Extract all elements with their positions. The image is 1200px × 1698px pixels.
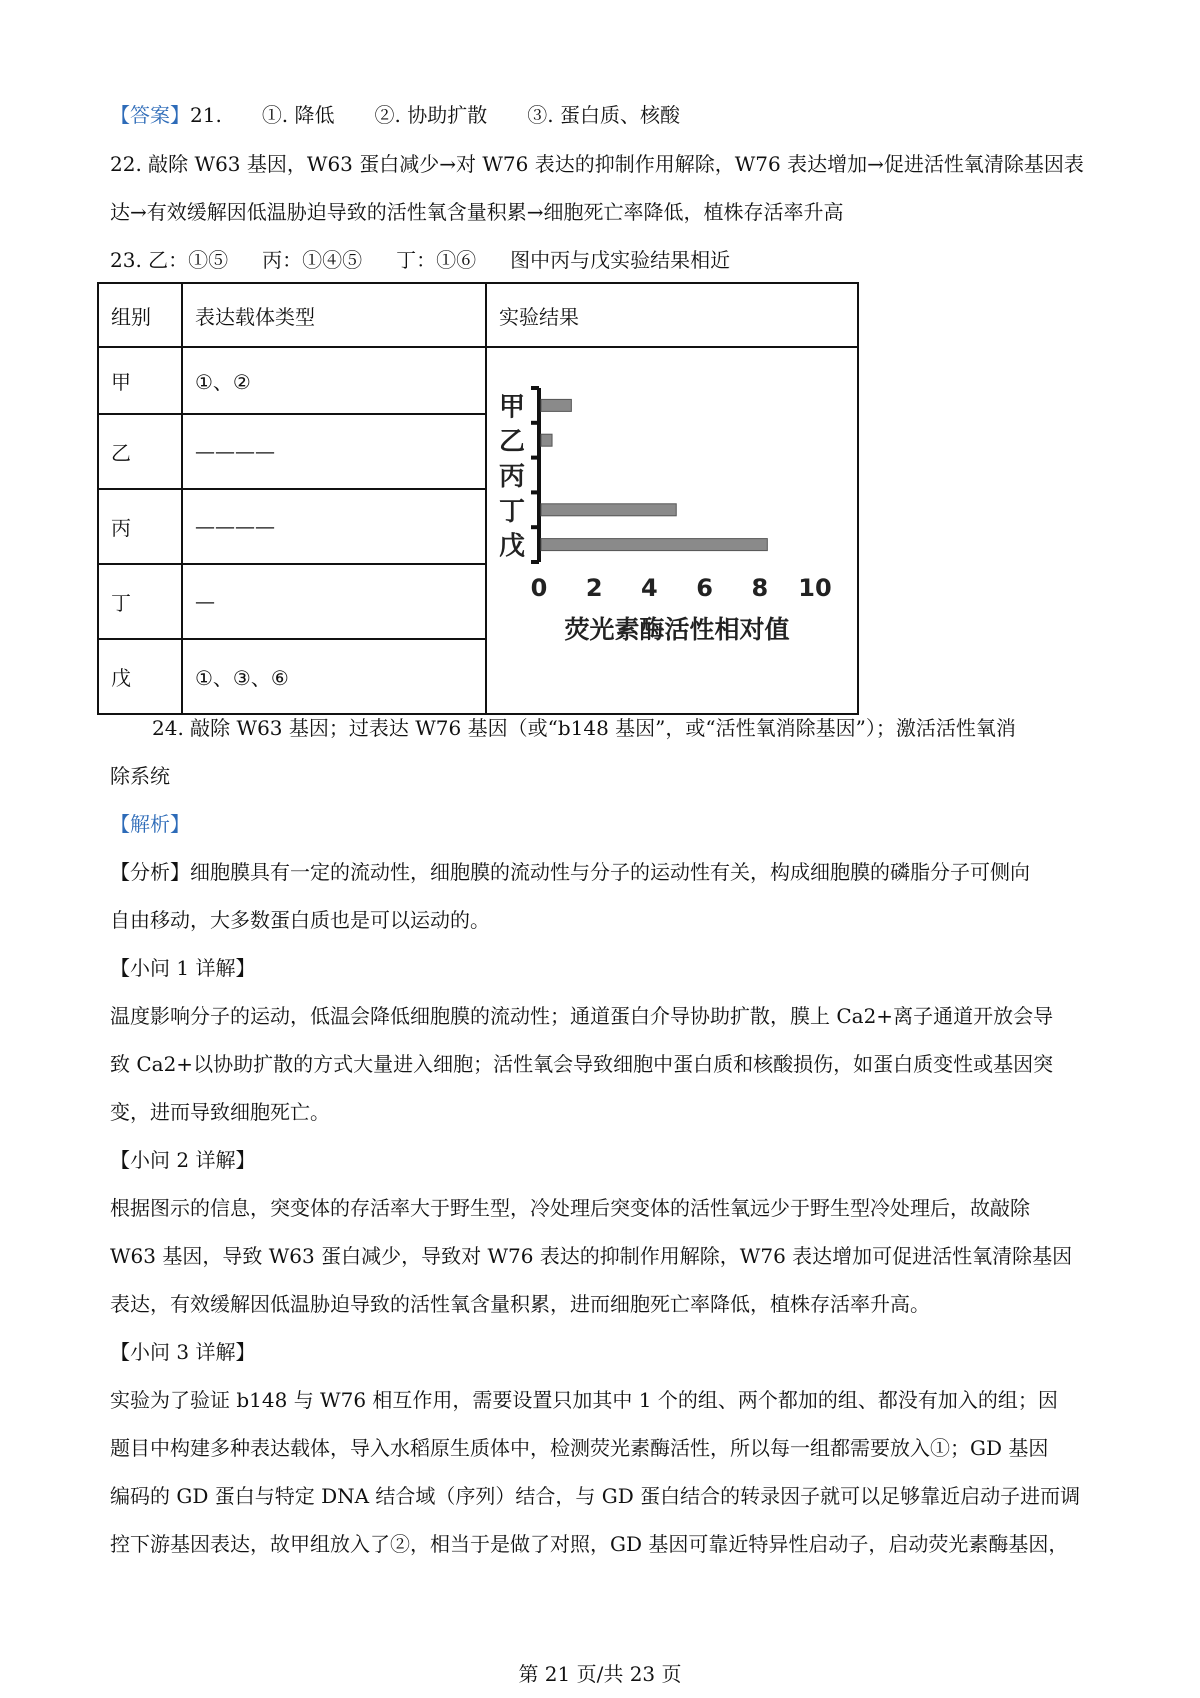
chart-category-label: 丙 [498,462,525,492]
q24-line-1: 24. 敲除 W63 基因；过表达 W76 基因（或“b148 基因”，或“活性氧消除基因”）；激活活性氧消 [152,716,1016,740]
cell-group: 甲 [98,347,182,414]
cell-group: 戊 [98,639,182,714]
section-3-line-2: 题目中构建多种表达载体，导入水稻原生质体中，检测荧光素酶活性，所以每一组都需要放入①；GD 基因 [110,1436,1049,1460]
chart-category-label: 丁 [498,496,525,527]
q23-line [110,248,730,272]
cell-vector: — [182,564,486,639]
chart-category-label: 甲 [498,392,525,423]
chart-x-tick-label: 8 [751,574,769,602]
section-2-line-2: W63 基因，导致 W63 蛋白减少，导致对 W76 表达的抑制作用解除，W76 表达增加可促进活性氧清除基因 [110,1244,1073,1268]
chart-x-tick-label: 0 [530,574,548,602]
luciferase-bar-chart [487,348,845,708]
chart-cell [486,347,858,714]
page-footer: 第 21 页/共 23 页 [518,1662,682,1686]
cell-vector: ①、② [182,347,486,414]
fenxi-line-2: 自由移动，大多数蛋白质也是可以运动的。 [110,908,490,932]
table-header-row [98,283,858,347]
chart-x-tick-label: 4 [641,574,658,602]
answer-line-21 [110,103,680,127]
chart-bar-5 [541,539,767,551]
answer-tag: 【答案】 [110,103,190,127]
section-1-line-3: 变，进而导致细胞死亡。 [110,1100,330,1124]
q23-yi: 乙：①⑤ [148,248,229,272]
cell-group: 乙 [98,414,182,489]
header-group: 组别 [98,283,182,347]
cell-group: 丁 [98,564,182,639]
chart-x-axis-label: 荧光素酶活性相对值 [564,615,790,644]
chart-x-tick-label: 10 [798,574,832,602]
analysis-tag: 【解析】 [110,812,190,836]
chart-bar-2 [541,434,552,446]
section-1-line-1: 温度影响分子的运动，低温会降低细胞膜的流动性；通道蛋白介导协助扩散，膜上 Ca2+离子通道开放会导 [110,1004,1054,1028]
fenxi-tag: 【分析】 [110,860,190,884]
q21-answer-1: ①. 降低 [261,103,335,127]
q22-line-2: 达→有效缓解因低温胁迫导致的活性氧含量积累→细胞死亡率降低，植株存活率升高 [110,200,844,224]
q23-bing: 丙：①④⑤ [262,248,363,272]
section-3-line-3: 编码的 GD 蛋白与特定 DNA 结合域（序列）结合，与 GD 蛋白结合的转录因子就可以足够靠近启动子进而调 [110,1484,1081,1508]
section-3-line-4: 控下游基因表达，故甲组放入了②，相当于是做了对照，GD 基因可靠近特异性启动子，启动荧光素酶基因， [110,1532,1069,1556]
results-table [97,282,859,715]
analysis-heading [110,812,190,836]
q21-answer-3: ③. 蛋白质、核酸 [527,103,680,127]
section-1-line-2: 致 Ca2+以协助扩散的方式大量进入细胞；活性氧会导致细胞中蛋白质和核酸损伤，如蛋白质变性或基因突 [110,1052,1054,1076]
cell-group: 丙 [98,489,182,564]
section-3-line-1: 实验为了验证 b148 与 W76 相互作用，需要设置只加其中 1 个的组、两个都加的组、都没有加入的组；因 [110,1388,1058,1412]
q21-number: 21. [190,103,222,127]
fenxi-text-1: 细胞膜具有一定的流动性，细胞膜的流动性与分子的运动性有关，构成细胞膜的磷脂分子可侧向 [190,860,1030,884]
q21-answer-2: ②. 协助扩散 [374,103,488,127]
q23-number: 23. [110,248,142,272]
chart-category-label: 乙 [498,427,525,458]
header-result [486,283,858,347]
section-1-title: 【小问 1 详解】 [110,956,256,980]
q24-line-2: 除系统 [110,764,170,788]
chart-category-label: 戊 [498,531,525,562]
chart-bar-1 [541,399,571,411]
table-row [98,347,858,414]
cell-vector: ———— [182,489,486,564]
fenxi-line-1 [110,860,1030,884]
q22-line-1: 22. 敲除 W63 基因，W63 蛋白减少→对 W76 表达的抑制作用解除，W76 表达增加→促进活性氧清除基因表 [110,152,1084,176]
header-result-label: 实验结果 [499,304,579,329]
section-2-line-3: 表达，有效缓解因低温胁迫导致的活性氧含量积累，进而细胞死亡率降低，植株存活率升高。 [110,1292,930,1316]
cell-vector: ①、③、⑥ [182,639,486,714]
section-2-line-1: 根据图示的信息，突变体的存活率大于野生型，冷处理后突变体的活性氧远少于野生型冷处理后，故敲除 [110,1196,1030,1220]
q23-ding: 丁：①⑥ [396,248,477,272]
chart-bar-4 [541,504,676,516]
header-vector: 表达载体类型 [182,283,486,347]
q23-note: 图中丙与戊实验结果相近 [510,248,731,272]
section-2-title: 【小问 2 详解】 [110,1148,256,1172]
cell-vector: ———— [182,414,486,489]
section-3-title: 【小问 3 详解】 [110,1340,256,1364]
chart-x-tick-label: 6 [696,574,713,602]
chart-x-tick-label: 2 [585,574,603,602]
